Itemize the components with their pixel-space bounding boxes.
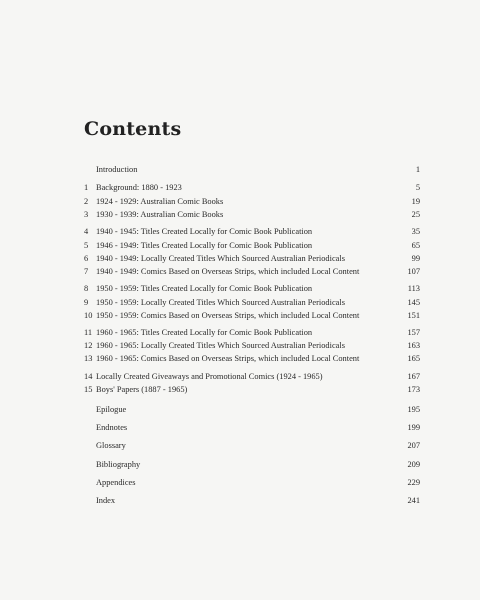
toc-entry-number: 9 xyxy=(84,298,89,307)
toc-entry-page: 113 xyxy=(407,284,420,293)
toc-entry-label: 1930 - 1939: Australian Comic Books xyxy=(96,210,224,219)
toc-entry-6 xyxy=(84,252,420,266)
toc-entry-page: 65 xyxy=(411,241,420,250)
toc-entry-label: Endnotes xyxy=(96,423,128,432)
toc-entry-number: 11 xyxy=(84,328,93,337)
toc-entry-page: 167 xyxy=(407,372,420,381)
toc-entry-page: 5 xyxy=(415,183,420,192)
toc-entry-number: 15 xyxy=(84,385,93,394)
toc-entry-4 xyxy=(84,225,420,239)
toc-entry-page: 199 xyxy=(407,423,420,432)
toc-entry-appendices xyxy=(84,476,420,490)
toc-entry-endnotes xyxy=(84,421,420,435)
toc-entry-page: 157 xyxy=(407,328,420,337)
toc-entry-page: 19 xyxy=(411,197,420,206)
toc-entry-label: Bibliography xyxy=(96,460,141,469)
toc-entry-label: Boys' Papers (1887 - 1965) xyxy=(96,385,188,394)
toc-entry-label: 1924 - 1929: Australian Comic Books xyxy=(96,197,224,206)
toc-entry-label: Appendices xyxy=(96,478,136,487)
toc-entry-page: 151 xyxy=(407,311,420,320)
toc-entry-11 xyxy=(84,326,420,340)
toc-entry-label: Index xyxy=(96,496,116,505)
toc-entry-page: 195 xyxy=(407,405,420,414)
toc-entry-label: 1950 - 1959: Locally Created Titles Which Sourced Australian Periodicals xyxy=(96,298,345,307)
toc-entry-number: 3 xyxy=(84,210,89,219)
toc-entry-page: 241 xyxy=(407,496,420,505)
page-title: Contents xyxy=(84,118,182,140)
toc-entry-glossary xyxy=(84,439,420,453)
toc-entry-bibliography xyxy=(84,458,420,472)
toc-entry-8 xyxy=(84,282,420,296)
toc-entry-label: 1950 - 1959: Titles Created Locally for Comic Book Publication xyxy=(96,284,313,293)
toc-entry-7 xyxy=(84,265,420,279)
toc-entry-15 xyxy=(84,383,420,397)
toc-entry-page: 107 xyxy=(407,267,420,276)
toc-entry-10 xyxy=(84,309,420,323)
toc-entry-number: 13 xyxy=(84,354,93,363)
toc-entry-page: 165 xyxy=(407,354,420,363)
toc-entry-number: 6 xyxy=(84,254,89,263)
toc-entry-page: 229 xyxy=(407,478,420,487)
toc-entry-page: 25 xyxy=(411,210,420,219)
toc-entry-number: 4 xyxy=(84,227,89,236)
toc-entry-label: Glossary xyxy=(96,441,126,450)
toc-entry-page: 35 xyxy=(411,227,420,236)
toc-entry-introduction xyxy=(84,163,420,177)
toc-entry-number: 7 xyxy=(84,267,89,276)
toc-entry-14 xyxy=(84,370,420,384)
toc-entry-label: Epilogue xyxy=(96,405,127,414)
toc-entry-13 xyxy=(84,352,420,366)
toc-entry-12 xyxy=(84,339,420,353)
toc-entry-page: 209 xyxy=(407,460,420,469)
toc-entry-number: 14 xyxy=(84,372,93,381)
toc-entry-2 xyxy=(84,195,420,209)
toc-entry-number: 8 xyxy=(84,284,89,293)
toc-entry-page: 163 xyxy=(407,341,420,350)
toc-entry-label: 1940 - 1949: Comics Based on Overseas Strips, which included Local Content xyxy=(96,267,360,276)
toc-entry-number: 5 xyxy=(84,241,89,250)
toc-entry-epilogue xyxy=(84,403,420,417)
toc-entry-5 xyxy=(84,239,420,253)
toc-entry-label: 1960 - 1965: Locally Created Titles Which Sourced Australian Periodicals xyxy=(96,341,345,350)
toc-entry-label: Background: 1880 - 1923 xyxy=(96,183,182,192)
toc-entry-number: 12 xyxy=(84,341,93,350)
toc-entry-index xyxy=(84,494,420,508)
toc-entry-label: 1940 - 1949: Locally Created Titles Which Sourced Australian Periodicals xyxy=(96,254,345,263)
toc-entry-label: 1960 - 1965: Comics Based on Overseas Strips, which included Local Content xyxy=(96,354,360,363)
toc-entry-label: 1960 - 1965: Titles Created Locally for Comic Book Publication xyxy=(96,328,313,337)
toc-entry-page: 1 xyxy=(415,165,420,174)
toc-entry-label: 1950 - 1959: Comics Based on Overseas Strips, which included Local Content xyxy=(96,311,360,320)
toc-entry-page: 145 xyxy=(407,298,420,307)
toc-entry-page: 173 xyxy=(407,385,420,394)
toc-entry-label: 1946 - 1949: Titles Created Locally for Comic Book Publication xyxy=(96,241,313,250)
toc-entry-label: Locally Created Giveaways and Promotional Comics (1924 - 1965) xyxy=(96,372,323,381)
toc-entry-number: 10 xyxy=(84,311,93,320)
toc-entry-9 xyxy=(84,296,420,310)
toc-entry-number: 1 xyxy=(84,183,89,192)
toc-entry-page: 99 xyxy=(411,254,420,263)
toc-entry-label: Introduction xyxy=(96,165,138,174)
toc-entry-1 xyxy=(84,181,420,195)
toc-entry-page: 207 xyxy=(407,441,420,450)
toc-entry-label: 1940 - 1945: Titles Created Locally for Comic Book Publication xyxy=(96,227,313,236)
toc-entry-3 xyxy=(84,208,420,222)
toc-entry-number: 2 xyxy=(84,197,89,206)
